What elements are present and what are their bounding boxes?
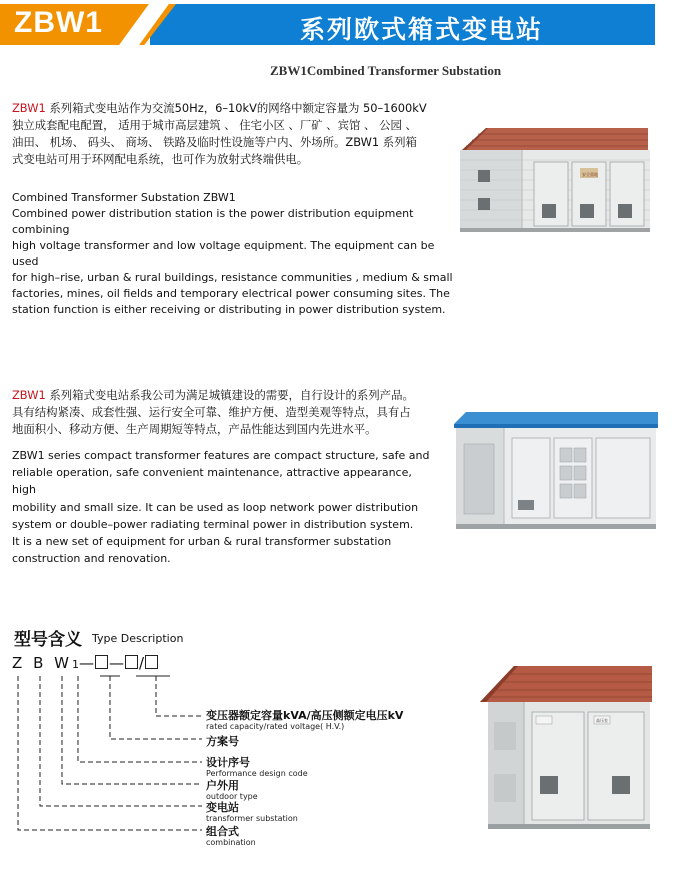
page-subtitle: ZBW1Combined Transformer Substation (270, 63, 502, 78)
code-box (95, 655, 108, 669)
section1-cn-line: 油田、 机场、 码头、 商场、 铁路及临时性设施等户内、外场所。ZBW1 系列箱 (12, 135, 417, 149)
section2-en-line: reliable operation, safe convenient maintenance, attractive appearance, high (12, 466, 412, 497)
section2-en-line: ZBW1 series compact transformer features are compact structure, safe and (12, 449, 430, 462)
section2-en-line: It is a new set of equipment for urban & rural transformer substation (12, 535, 392, 549)
type-label-outdoor: 户外用 outdoor type (206, 779, 258, 801)
type-description-title: 型号含义 (14, 630, 82, 650)
section1-en-line: station function is either receiving or distributing in power distribution system. (12, 303, 446, 316)
type-label-capacity: 变压器额定容量kVA/高压侧额定电压kV rated capacity/rated voltage( H.V.) (206, 709, 404, 731)
type-label-scheme: 方案号 (206, 735, 239, 748)
section2-cn-line: ZBW1 系列箱式变电站系我公司为满足城镇建设的需要，自行设计的系列产品。 (12, 388, 414, 402)
section1-cn-prefix: ZBW1 (12, 101, 46, 115)
section1-en-heading: Combined Transformer Substation ZBW1 (12, 191, 236, 204)
section2-en-text (12, 447, 437, 567)
code-letter: B (33, 654, 47, 672)
type-leader-lines (0, 670, 215, 840)
section1-cn-line: ZBW1 系列箱式变电站作为交流50Hz，6–10kV的网络中额定容量为 50–1600kV (12, 101, 427, 115)
code-dash: — (78, 654, 94, 672)
section2-cn-text (12, 387, 457, 438)
code-slash: / (138, 654, 145, 672)
section1-en-text (12, 190, 457, 318)
section1-en-line: Combined power distribution station is the power distribution equipment combining (12, 207, 414, 236)
section2-en-line: mobility and small size. It can be used as loop network power distribution (12, 500, 419, 514)
substation-photo-2 (452, 404, 662, 534)
section2-cn-prefix: ZBW1 (12, 388, 46, 402)
section1-cn-text (12, 100, 457, 168)
section1-en-line: for high–rise, urban & rural buildings, resistance communities , medium & small (12, 271, 453, 284)
section1-en-line: factories, mines, oil fields and temporary electrical power consuming sites. The (12, 287, 450, 300)
section1-cn-line: 式变电站可用于环网配电系统，也可作为放射式终端供电。 (12, 152, 309, 166)
section2-en-line: construction and renovation. (12, 552, 171, 566)
photo3-sign: 高压室 (596, 718, 608, 723)
type-description-title-en: Type Description (92, 632, 184, 645)
type-label-combination: 组合式 combination (206, 825, 256, 847)
substation-photo-3 (474, 662, 664, 834)
code-letter: W (54, 654, 72, 672)
code-letter: Z (12, 654, 26, 672)
code-dash: — (108, 654, 124, 672)
code-letter: 1 (71, 658, 79, 671)
section2-en-line: system or double–power radiating terminal power in distribution system. (12, 517, 414, 531)
type-label-design: 设计序号 Performance design code (206, 756, 308, 778)
section1-en-line: high voltage transformer and low voltage equipment. The equipment can be used (12, 239, 435, 268)
section2-cn-line: 具有结构紧凑、成套性强、运行安全可靠、维护方便、造型美观等特点，具有占 (12, 405, 411, 419)
code-box (145, 655, 158, 669)
code-box (125, 655, 138, 669)
substation-photo-1 (448, 122, 658, 240)
type-label-substation: 变电站 transformer substation (206, 801, 298, 823)
section2-cn-line: 地面积小、移动方便、生产周期短等特点，产品性能达到国内先进水平。 (12, 422, 377, 436)
photo1-sign: 安全重地 (582, 172, 598, 177)
section1-cn-line: 独立成套配电配置， 适用于城市高层建筑 、 住宅小区 、厂矿 、宾馆 、 公园 、 (12, 118, 417, 132)
page-title: 系列欧式箱式变电站 (300, 15, 544, 44)
product-code: ZBW1 (14, 6, 103, 39)
